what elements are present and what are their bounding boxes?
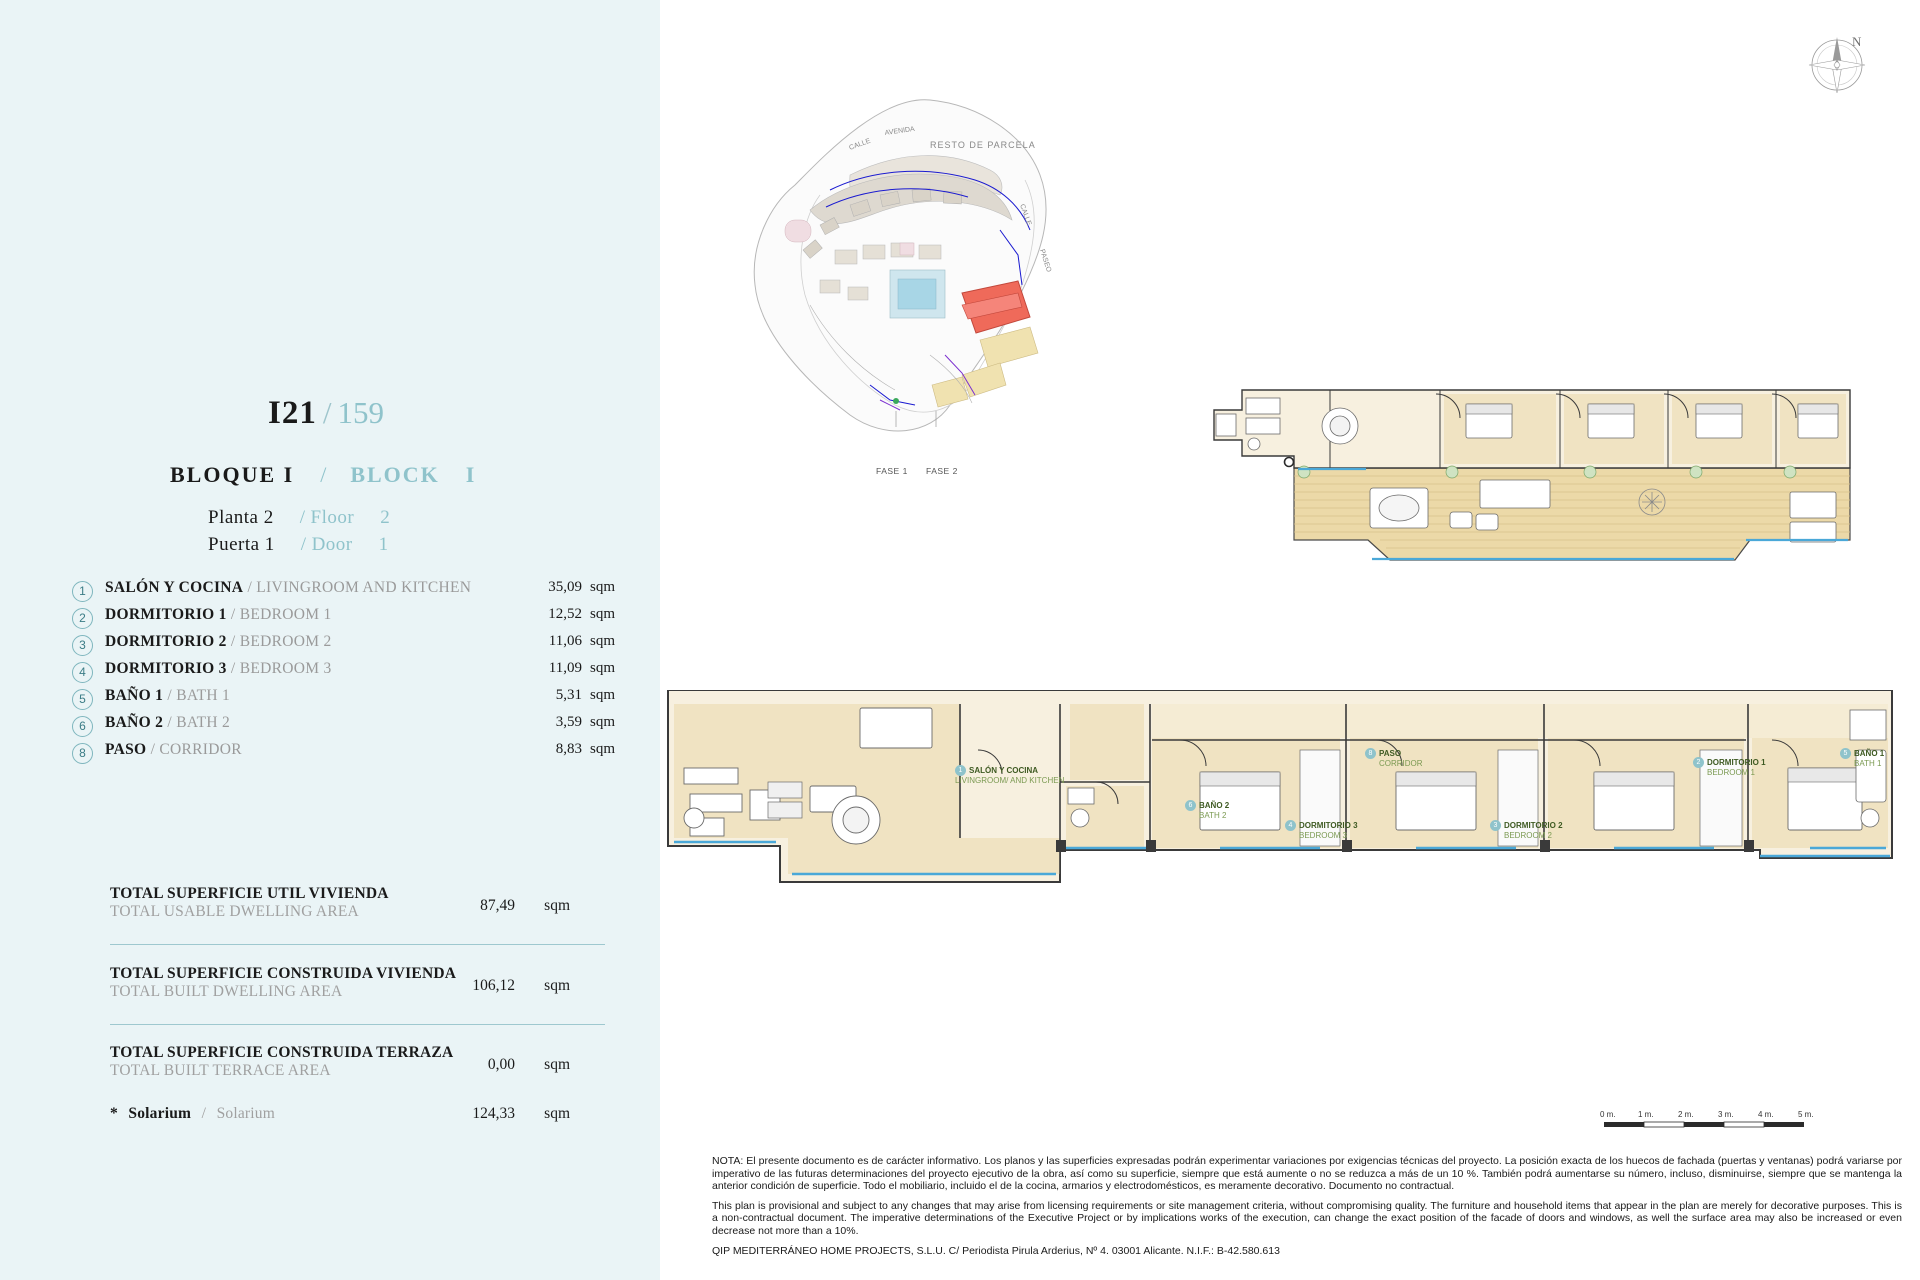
solarium-asterisk: * — [110, 1105, 118, 1122]
plan-tag-number: 1 — [955, 765, 966, 776]
plan-tag-en: BEDROOM 1 — [1707, 768, 1756, 777]
block-value: I — [465, 462, 477, 487]
plan-tag-es: DORMITORIO 1 — [1707, 757, 1766, 767]
room-name — [105, 633, 332, 651]
compass-rose-icon — [1804, 32, 1870, 98]
room-name-sep: / — [163, 714, 177, 731]
total-usable-label-en: TOTAL USABLE DWELLING AREA — [110, 903, 359, 920]
plan-tag-en: BEDROOM 2 — [1504, 831, 1553, 840]
total-terrace-area — [110, 1044, 610, 1080]
solarium-unit: sqm — [544, 1105, 570, 1122]
room-row — [72, 605, 616, 632]
total-built-label-en: TOTAL BUILT DWELLING AREA — [110, 983, 343, 1000]
plan-tag-corridor — [1365, 748, 1423, 769]
room-name-en: BATH 2 — [176, 714, 231, 731]
room-name-sep: / — [243, 579, 257, 596]
room-area-unit: sqm — [590, 741, 616, 757]
room-name-es: DORMITORIO 2 — [105, 633, 227, 650]
total-usable-unit: sqm — [544, 897, 570, 914]
room-area: 11,06 — [548, 633, 582, 649]
room-name-sep: / — [163, 687, 177, 704]
room-schedule — [72, 578, 616, 767]
room-number-badge: 4 — [72, 662, 93, 683]
room-name-sep: / — [226, 633, 240, 650]
room-area-unit: sqm — [590, 714, 616, 730]
room-number-badge: 1 — [72, 581, 93, 602]
plan-tag-number: 5 — [1840, 748, 1851, 759]
room-name-es: BAÑO 1 — [105, 687, 164, 704]
room-number-badge: 3 — [72, 635, 93, 656]
plan-tag-es: SALÓN Y COCINA — [969, 765, 1039, 775]
plan-tag-es: BAÑO 1 — [1854, 748, 1885, 758]
site-location-plan — [700, 55, 1120, 455]
plan-tag-bedroom1 — [1693, 757, 1766, 778]
block-separator: / — [320, 462, 329, 487]
svg-text:AVENIDA: AVENIDA — [884, 125, 916, 137]
room-row — [72, 713, 616, 740]
unit-separator: / — [322, 395, 332, 430]
room-area-unit: sqm — [590, 687, 616, 703]
note-en: This plan is provisional and subject to any changes that may arise from licensing requirements or site management criteria, without compromising quality. The furniture and household items that appear in the plan are merely for decorative purposes. This is a non-contractual document. The imperative determinations of the Executive Project or by implications works of the execution, can change the exact position of the facade of doors and windows, as well the surface area may also be increased or even decrease not more than a 10%. — [712, 1199, 1902, 1237]
room-area: 12,52 — [548, 606, 582, 622]
plan-tag-en: LIVINGROOM/ AND KITCHEN — [955, 776, 1065, 785]
door-label-es: Puerta 1 — [208, 534, 275, 555]
room-area: 5,31 — [555, 687, 582, 703]
plan-tag-en: BATH 2 — [1199, 811, 1227, 820]
total-usable-area — [110, 885, 610, 921]
plan-tag-es: BAÑO 2 — [1199, 800, 1230, 810]
solarium-label-en: Solarium — [216, 1105, 276, 1122]
svg-text:CALLE: CALLE — [848, 137, 872, 152]
solarium-separator: / — [201, 1105, 207, 1122]
room-name-es: PASO — [105, 741, 147, 758]
plan-tag-bedroom3 — [1285, 820, 1358, 841]
scale-bar — [1600, 1110, 1850, 1134]
plan-tag-en: CORRIDOR — [1379, 759, 1423, 768]
plan-tag-number: 8 — [1365, 748, 1376, 759]
room-number-badge: 2 — [72, 608, 93, 629]
room-row — [72, 578, 616, 605]
total-built-label-es: TOTAL SUPERFICIE CONSTRUIDA VIVIENDA — [110, 965, 457, 982]
solarium-floor-plan — [1190, 370, 1880, 600]
room-area: 3,59 — [555, 714, 582, 730]
total-built-area — [110, 965, 610, 1001]
room-area: 35,09 — [548, 579, 582, 595]
room-name — [105, 687, 230, 705]
plan-tag-bath1 — [1840, 748, 1884, 769]
company-info: QIP MEDITERRÁNEO HOME PROJECTS, S.L.U. C/ Periodista Pirula Arderius, Nº 4. 03001 Alicante. N.I.F.: B-42.580.613 — [712, 1244, 1280, 1257]
room-area-unit: sqm — [590, 606, 616, 622]
floor-label-es: Planta 2 — [208, 507, 274, 528]
floor-value: 2 — [380, 507, 391, 528]
unit-code: I21 — [268, 395, 317, 431]
room-number-badge: 5 — [72, 689, 93, 710]
total-terrace-unit: sqm — [544, 1056, 570, 1073]
plan-tag-en: BATH 1 — [1854, 759, 1882, 768]
solarium-value: 124,33 — [472, 1105, 515, 1122]
info-panel — [0, 0, 660, 1280]
legal-notes — [712, 1155, 1902, 1257]
total-built-value: 106,12 — [472, 977, 515, 994]
room-area-unit: sqm — [590, 633, 616, 649]
room-name-es: BAÑO 2 — [105, 714, 164, 731]
room-name-en: BEDROOM 1 — [239, 606, 332, 623]
room-number-badge: 8 — [72, 743, 93, 764]
plan-tag-number: 2 — [1693, 757, 1704, 768]
total-terrace-label-en: TOTAL BUILT TERRACE AREA — [110, 1062, 331, 1079]
block-label-es: BLOQUE I — [170, 462, 295, 487]
solarium-row — [110, 1105, 610, 1123]
svg-text:PASEO: PASEO — [1038, 248, 1053, 274]
plan-tag-number: 6 — [1185, 800, 1196, 811]
room-number-badge: 6 — [72, 716, 93, 737]
room-name — [105, 606, 332, 624]
plan-tag-bath2 — [1185, 800, 1229, 821]
room-name-sep: / — [226, 660, 240, 677]
room-name-es: SALÓN Y COCINA — [105, 579, 244, 596]
total-terrace-label-es: TOTAL SUPERFICIE CONSTRUIDA TERRAZA — [110, 1044, 454, 1061]
scale-tick: 0 m. — [1600, 1110, 1616, 1119]
floor-row — [208, 507, 390, 529]
room-name-sep: / — [146, 741, 160, 758]
solarium-label-es: Solarium — [128, 1105, 192, 1122]
room-row — [72, 632, 616, 659]
room-name-en: LIVINGROOM AND KITCHEN — [256, 579, 472, 596]
room-name — [105, 714, 230, 732]
total-terrace-value: 0,00 — [487, 1056, 515, 1073]
room-name-en: CORRIDOR — [159, 741, 242, 758]
room-row — [72, 659, 616, 686]
svg-text:N: N — [1852, 34, 1862, 49]
room-name-es: DORMITORIO 1 — [105, 606, 227, 623]
plan-tag-es: PASO — [1379, 748, 1402, 758]
block-row — [170, 462, 476, 488]
room-area: 8,83 — [555, 741, 582, 757]
phase-1-label: FASE 1 — [876, 466, 908, 476]
floor-label-en: Floor — [310, 507, 355, 528]
room-area-unit: sqm — [590, 660, 616, 676]
scale-tick: 3 m. — [1718, 1110, 1734, 1119]
scale-tick: 5 m. — [1798, 1110, 1814, 1119]
phase-2-label: FASE 2 — [926, 466, 958, 476]
total-usable-label-es: TOTAL SUPERFICIE UTIL VIVIENDA — [110, 885, 389, 902]
room-area: 11,09 — [548, 660, 582, 676]
room-name-es: DORMITORIO 3 — [105, 660, 227, 677]
floor-separator: / — [299, 507, 306, 528]
room-name-en: BATH 1 — [176, 687, 231, 704]
door-separator: / — [300, 534, 307, 555]
room-name-en: BEDROOM 2 — [239, 633, 332, 650]
plan-tag-number: 3 — [1490, 820, 1501, 831]
svg-text:CALLE: CALLE — [1018, 203, 1033, 227]
plan-tag-en: BEDROOM 3 — [1299, 831, 1348, 840]
scale-tick: 4 m. — [1758, 1110, 1774, 1119]
room-name — [105, 660, 332, 678]
door-value: 1 — [378, 534, 389, 555]
room-name-sep: / — [226, 606, 240, 623]
plan-tag-bedroom2 — [1490, 820, 1563, 841]
room-area-unit: sqm — [590, 579, 616, 595]
total-built-unit: sqm — [544, 977, 570, 994]
unit-header — [268, 395, 384, 432]
block-label-en: BLOCK — [350, 462, 440, 487]
plan-tag-es: DORMITORIO 3 — [1299, 820, 1358, 830]
room-row — [72, 740, 616, 767]
site-plan-label: RESTO DE PARCELA — [930, 140, 1036, 150]
room-name — [105, 579, 471, 597]
total-usable-value: 87,49 — [480, 897, 515, 914]
unit-number: 159 — [337, 395, 384, 430]
room-row — [72, 686, 616, 713]
plan-tag-es: DORMITORIO 2 — [1504, 820, 1563, 830]
divider — [110, 1024, 605, 1025]
room-name — [105, 741, 242, 759]
door-row — [208, 534, 389, 556]
plan-tag-living — [955, 765, 1064, 786]
scale-tick: 2 m. — [1678, 1110, 1694, 1119]
room-name-en: BEDROOM 3 — [239, 660, 332, 677]
dwelling-floor-plan — [660, 690, 1900, 950]
divider — [110, 944, 605, 945]
scale-tick: 1 m. — [1638, 1110, 1654, 1119]
plan-tag-number: 4 — [1285, 820, 1296, 831]
door-label-en: Door — [311, 534, 353, 555]
note-es: NOTA: El presente documento es de carácter informativo. Los planos y las superficies expresadas podrán experimentar variaciones por exigencias técnicas del proyecto. La posición exacta de los huecos de fachada (puertas y ventanas) podrá variarse por imperativo de las futuras determinaciones del proyecto ejecutivo de la obra, así como su superficie, siempre que está aumente o no se reduzca a más de un 10 %. También podrá aumentarse su número, incluso, disminuirse, siempre que se mantenga la anterior condición de superficie. Todo el mobiliario, incluido el de la cocina, armarios y electrodomésticos, es meramente decorativo. Documento no contractual. — [712, 1155, 1902, 1193]
